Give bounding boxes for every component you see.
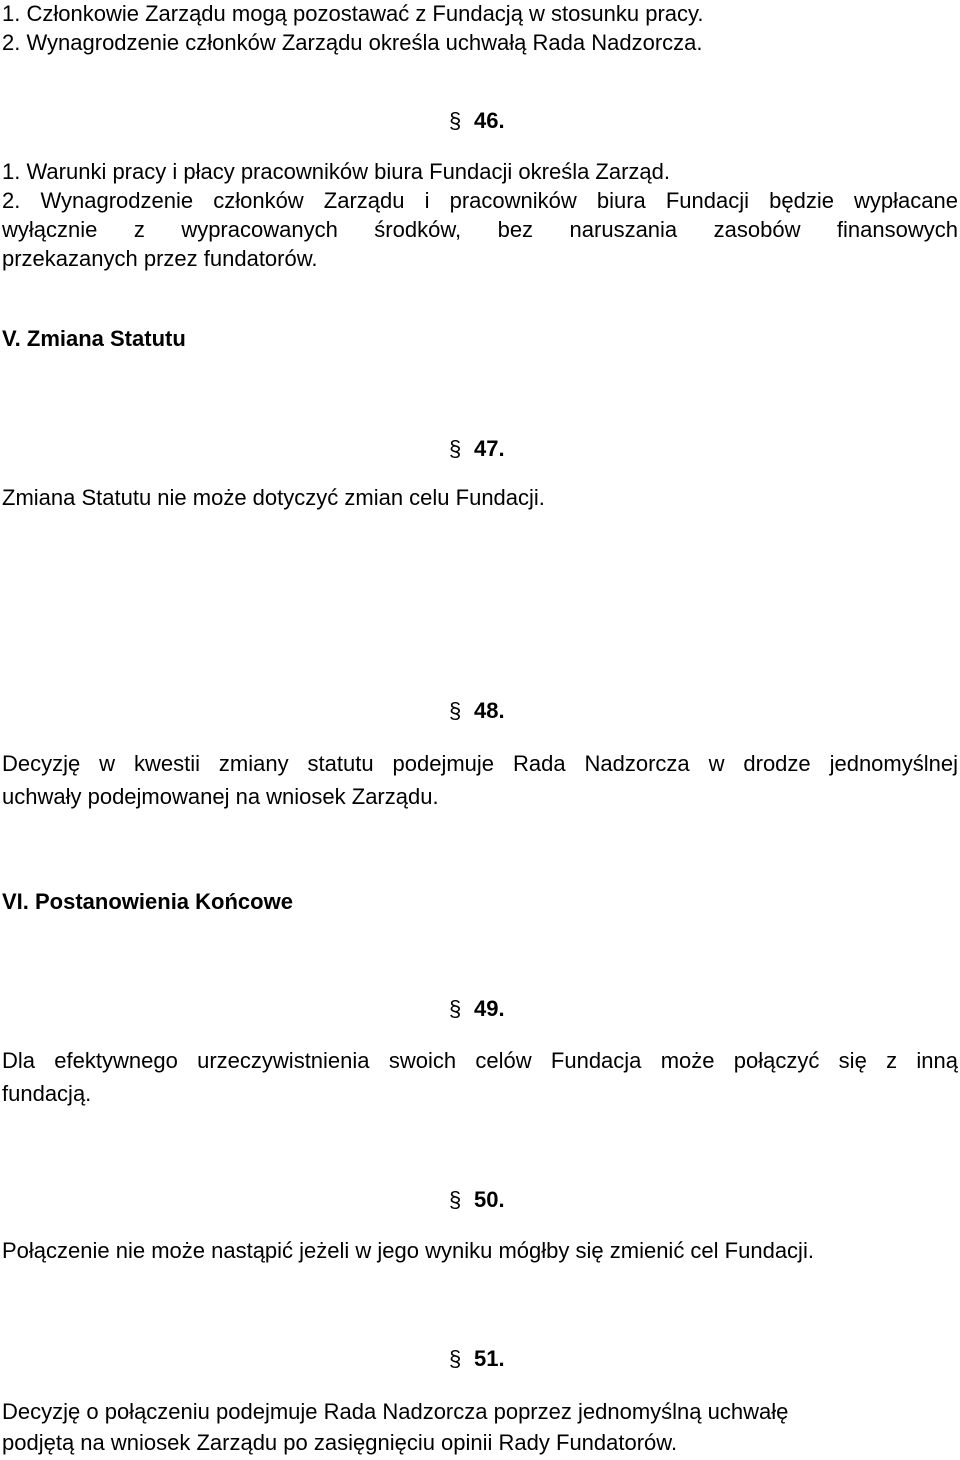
text-line: fundacją.: [2, 1081, 92, 1106]
paragraph-number-text: 48.: [474, 698, 505, 723]
text-line: przekazanych przez fundatorów.: [2, 246, 318, 271]
paragraph-number-text: 47.: [474, 436, 505, 461]
section-sign: §: [449, 1187, 462, 1212]
text-line: Decyzję w kwestii zmiany statutu podejmuje Rada Nadzorcza w drodze jednomyślnej: [2, 751, 958, 776]
text-line-justified: [2, 216, 958, 243]
paragraph-number: [449, 697, 505, 724]
text-line: podjętą na wniosek Zarządu po zasięgnięciu opinii Rady Fundatorów.: [2, 1430, 678, 1455]
paragraph-number: [449, 107, 505, 134]
text-line: 1. Warunki pracy i płacy pracowników biura Fundacji określa Zarząd.: [2, 159, 671, 184]
text-line: wyłącznie z wypracowanych środków, bez naruszania zasobów finansowych: [2, 217, 958, 242]
text-line-justified: [2, 750, 958, 777]
section-heading: VI. Postanowienia Końcowe: [2, 889, 293, 914]
text-line: Zmiana Statutu nie może dotyczyć zmian celu Fundacji.: [2, 485, 545, 510]
paragraph-number-text: 50.: [474, 1187, 505, 1212]
text-line: uchwały podejmowanej na wniosek Zarządu.: [2, 784, 439, 809]
text-line-justified: [2, 187, 958, 214]
text-line: 2. Wynagrodzenie członków Zarządu określa uchwałą Rada Nadzorcza.: [2, 30, 703, 55]
section-sign: §: [449, 436, 462, 461]
text-line: Decyzję o połączeniu podejmuje Rada Nadzorcza poprzez jednomyślną uchwałę: [2, 1399, 789, 1424]
section-sign: §: [449, 698, 462, 723]
paragraph-number: [449, 1345, 505, 1372]
section-heading: V. Zmiana Statutu: [2, 326, 186, 351]
paragraph-number: [449, 435, 505, 462]
text-line: 1. Członkowie Zarządu mogą pozostawać z Fundacją w stosunku pracy.: [2, 1, 704, 26]
paragraph-number-text: 46.: [474, 108, 505, 133]
paragraph-number-text: 49.: [474, 996, 505, 1021]
paragraph-number: [449, 995, 505, 1022]
text-line: Połączenie nie może nastąpić jeżeli w jego wyniku mógłby się zmienić cel Fundacji.: [2, 1238, 814, 1263]
paragraph-number: [449, 1186, 505, 1213]
section-sign: §: [449, 108, 462, 133]
section-sign: §: [449, 1346, 462, 1371]
text-line: 2. Wynagrodzenie członków Zarządu i pracowników biura Fundacji będzie wypłacane: [2, 188, 958, 213]
paragraph-number-text: 51.: [474, 1346, 505, 1371]
text-line-justified: [2, 1047, 958, 1074]
text-line: Dla efektywnego urzeczywistnienia swoich celów Fundacja może połączyć się z inną: [2, 1048, 958, 1073]
section-sign: §: [449, 996, 462, 1021]
